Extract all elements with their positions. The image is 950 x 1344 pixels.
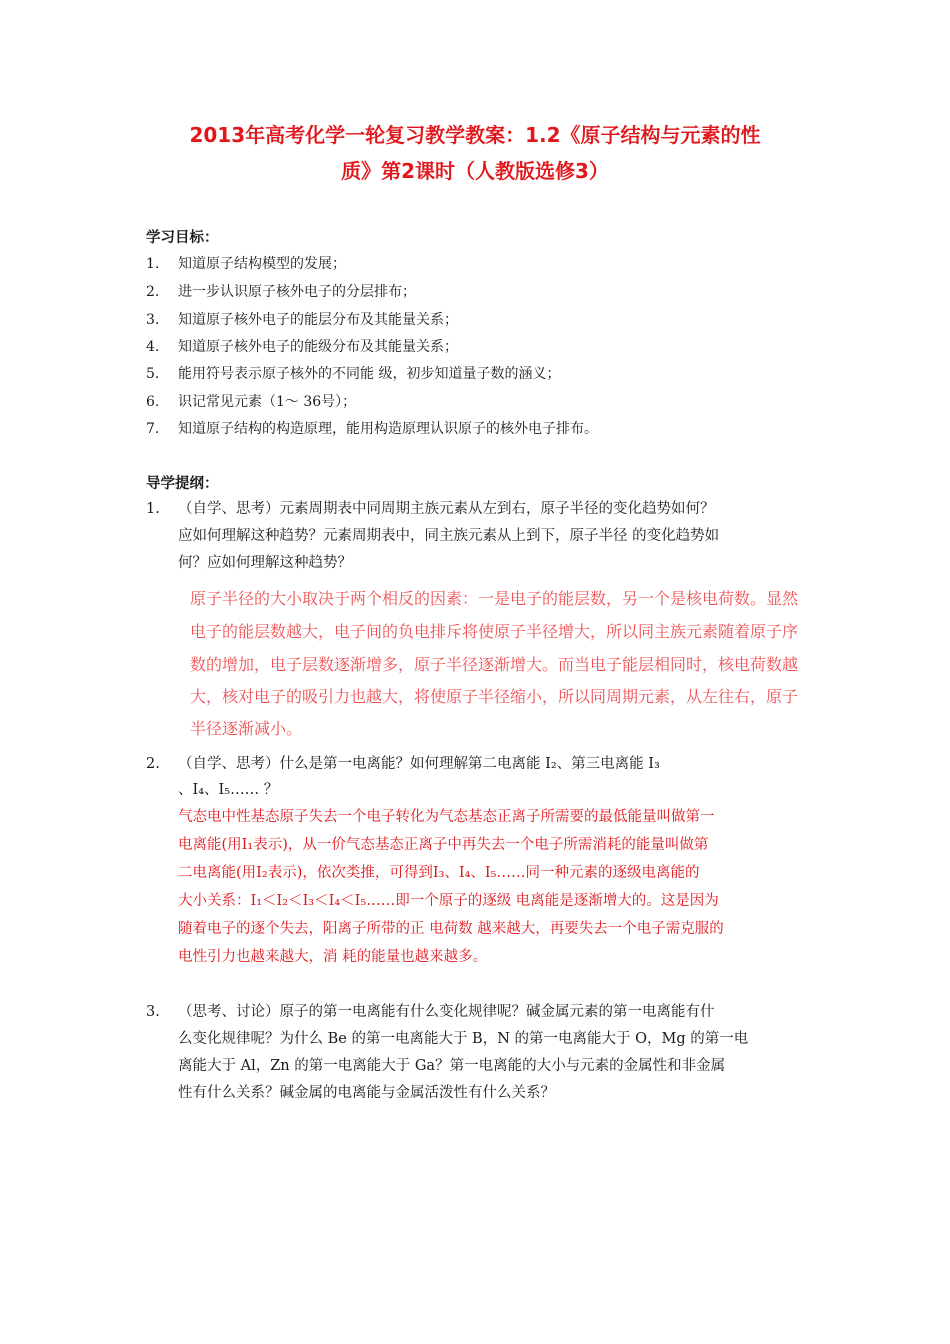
objective-text: 进一步认识原子核外电子的分层排布； (178, 284, 416, 300)
objective-number: 5. (146, 366, 160, 382)
objective-number: 3. (146, 312, 160, 328)
answer-line: 数的增加，电子层数逐渐增多，原子半径逐渐增大。而当电子能层相同时，核电荷数越 (190, 655, 799, 674)
answer-line: 原子半径的大小取决于两个相反的因素：一是电子的能层数，另一个是核电荷数。显然 (190, 589, 799, 608)
question-line: 离能大于 Al，Zn 的第一电离能大于 Ga？第一电离能的大小与元素的金属性和非金属 (178, 1058, 726, 1074)
objective-number: 7. (146, 421, 160, 437)
objective-item (146, 419, 598, 439)
objective-item (146, 282, 416, 302)
objective-text: 知道原子结构模型的发展； (178, 256, 346, 272)
objective-item (146, 392, 356, 412)
objective-item (146, 310, 458, 330)
answer-line: 电离能(用I₁表示)，从一价气态基态正离子中再失去一个电子所需消耗的能量叫做第 (178, 837, 709, 853)
document-title-line-2: 质》第2课时（人教版选修3） (341, 159, 609, 183)
objective-item (146, 364, 560, 384)
answer-line: 二电离能(用I₂表示)，依次类推，可得到I₃、I₄、I₅……同一种元素的逐级电离能的 (178, 865, 700, 881)
answer-line: 大小关系：I₁＜I₂＜I₃＜I₄＜I₅……即一个原子的逐级 电离能是逐渐增大的。这是因为 (178, 893, 719, 909)
answer-line: 半径逐渐减小。 (190, 719, 303, 738)
question-number: 3. (146, 1004, 160, 1020)
question-line: 何？应如何理解这种趋势？ (178, 555, 352, 571)
document-title-line-1: 2013年高考化学一轮复习教学教案：1.2《原子结构与元素的性 (189, 123, 761, 147)
answer-line: 气态电中性基态原子失去一个电子转化为气态基态正离子所需要的最低能量叫做第一 (178, 809, 715, 825)
answer-line: 随着电子的逐个失去，阳离子所带的正 电荷数 越来越大，再要失去一个电子需克服的 (178, 921, 724, 937)
answer-line: 电子的能层数越大，电子间的负电排斥将使原子半径增大，所以同主族元素随着原子序 (190, 622, 799, 641)
answer-line: 大，核对电子的吸引力也越大，将使原子半径缩小，所以同周期元素，从左往右，原子 (190, 687, 799, 706)
question-line: （自学、思考）元素周期表中同周期主族元素从左到右，原子半径的变化趋势如何？ (178, 501, 715, 517)
objective-number: 4. (146, 339, 160, 355)
objective-text: 知道原子核外电子的能级分布及其能量关系； (178, 339, 458, 355)
objective-text: 知道原子核外电子的能层分布及其能量关系； (178, 312, 458, 328)
question-line: 么变化规律呢？为什么 Be 的第一电离能大于 B，N 的第一电离能大于 O，Mg 的第一电 (178, 1031, 749, 1047)
objective-text: 识记常见元素（1～ 36号）； (178, 394, 357, 410)
question-line: 应如何理解这种趋势？元素周期表中，同主族元素从上到下，原子半径 的变化趋势如 (178, 528, 720, 544)
question-line: 、I₄、I₅…… ？ (178, 782, 279, 798)
objective-text: 知道原子结构的构造原理，能用构造原理认识原子的核外电子排布。 (178, 421, 598, 437)
objectives-heading: 学习目标： (146, 230, 219, 246)
objective-number: 2. (146, 284, 160, 300)
question-line: （自学、思考）什么是第一电离能？如何理解第二电离能 I₂、第三电离能 I₃ (178, 756, 660, 772)
objective-item (146, 254, 346, 274)
objective-item (146, 337, 458, 357)
question-number: 1. (146, 501, 160, 517)
answer-line: 电性引力也越来越大，消 耗的能量也越来越多。 (178, 949, 488, 965)
question-line: 性有什么关系？碱金属的电离能与金属活泼性有什么关系？ (178, 1085, 555, 1101)
guide-heading: 导学提纲： (146, 476, 219, 492)
question-number: 2. (146, 756, 160, 772)
objective-text: 能用符号表示原子核外的不同能 级，初步知道量子数的涵义； (178, 366, 561, 382)
objective-number: 1. (146, 256, 160, 272)
question-line: （思考、讨论）原子的第一电离能有什么变化规律呢？碱金属元素的第一电离能有什 (178, 1004, 715, 1020)
objective-number: 6. (146, 394, 160, 410)
